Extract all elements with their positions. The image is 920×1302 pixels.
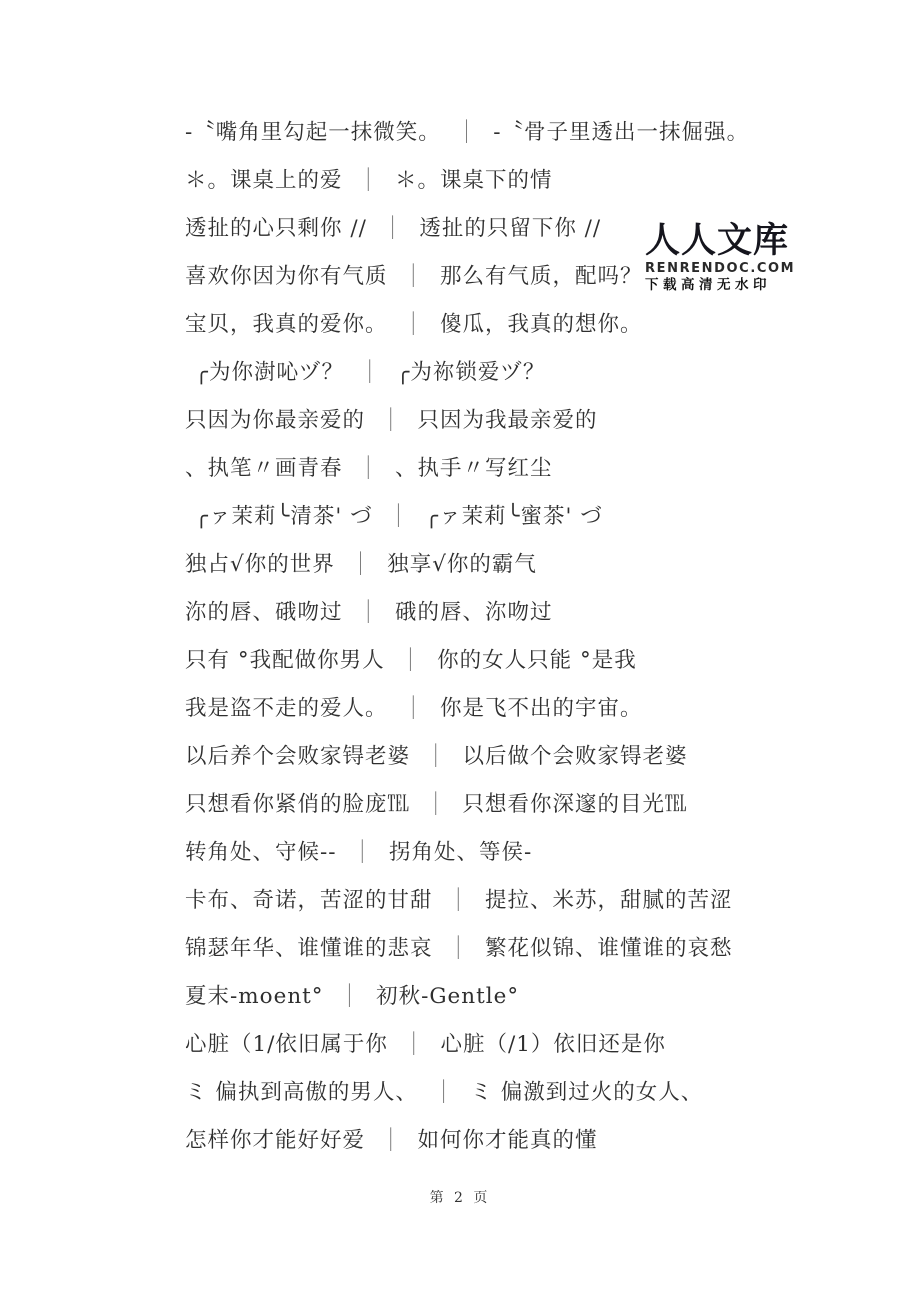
couple-name-row — [185, 682, 860, 730]
divider: ｜ — [455, 118, 479, 146]
right-name: 拐角处、等侯- — [389, 839, 533, 865]
right-name: ＊。课桌下的情 — [395, 167, 553, 193]
left-name: 只想看你紧俏的脸庞℡ — [185, 791, 411, 817]
divider: ｜ — [447, 934, 471, 962]
couple-name-row — [185, 1114, 860, 1162]
couple-name-row — [185, 298, 860, 346]
divider: ｜ — [402, 694, 426, 722]
divider: ｜ — [425, 790, 448, 818]
right-name: 、执手〃写红尘 — [395, 455, 553, 481]
left-name: 锦瑟年华、谁懂谁的悲哀 — [185, 935, 433, 961]
watermark-domain: RENRENDOC.COM — [645, 261, 796, 276]
couple-name-row — [185, 1066, 860, 1114]
left-name: ＊。课桌上的爱 — [185, 167, 343, 193]
divider: ｜ — [402, 1030, 426, 1058]
couple-name-row — [185, 346, 860, 394]
couple-name-row — [185, 538, 860, 586]
divider: ｜ — [387, 502, 411, 530]
divider: ｜ — [380, 1126, 403, 1154]
divider: ｜ — [351, 838, 375, 866]
left-name: 转角处、守候-- — [185, 839, 337, 865]
couple-name-row — [185, 826, 860, 874]
right-name: ╭ァ茉莉╰蜜茶' づ — [425, 503, 603, 529]
divider: ｜ — [358, 358, 382, 386]
left-name: 夏末-moent° — [185, 983, 324, 1009]
right-name: 硪的唇、沵吻过 — [395, 599, 553, 625]
couple-name-row — [185, 778, 860, 826]
divider: ｜ — [402, 310, 426, 338]
left-name: 以后养个会败家锝老婆 — [185, 743, 411, 769]
divider: ｜ — [349, 550, 373, 578]
couple-name-row — [185, 970, 860, 1018]
right-name: 那么有气质，配吗？ — [440, 263, 643, 289]
couple-name-row — [185, 442, 860, 490]
couple-name-row — [185, 634, 860, 682]
divider: ｜ — [399, 646, 423, 674]
divider: ｜ — [357, 454, 381, 482]
right-name: ╭为祢锁爱ヅ？ — [396, 359, 546, 385]
divider: ｜ — [357, 166, 381, 194]
couple-name-row — [185, 874, 860, 922]
left-name: 沵的唇、硪吻过 — [185, 599, 343, 625]
divider: ｜ — [402, 262, 426, 290]
right-name: 如何你才能真的懂 — [417, 1127, 598, 1153]
divider: ｜ — [432, 1078, 456, 1106]
right-name: -〝骨子里透出一抹倔强。 — [493, 119, 750, 145]
page-number: 第 2 页 — [429, 1190, 491, 1206]
right-name: 心脏（/1）依旧还是你 — [440, 1031, 666, 1057]
couple-name-row — [185, 394, 860, 442]
watermark-logo-text: 人人文库 — [645, 221, 790, 261]
right-name: 只因为我最亲爱的 — [417, 407, 598, 433]
right-name: 初秋-Gentle° — [376, 983, 520, 1009]
couple-name-row — [185, 1018, 860, 1066]
watermark — [645, 221, 805, 293]
couple-name-row — [185, 922, 860, 970]
right-name: 傻瓜，我真的想你。 — [440, 311, 643, 337]
couple-name-row — [185, 106, 860, 154]
left-name: 、执笔〃画青春 — [185, 455, 343, 481]
left-name: 只因为你最亲爱的 — [185, 407, 366, 433]
left-name: 我是盗不走的爱人。 — [185, 695, 388, 721]
right-name: 你是飞不出的宇宙。 — [440, 695, 643, 721]
left-name: 卡布、奇诺，苦涩的甘甜 — [185, 887, 433, 913]
right-name: 只想看你深邃的目光℡ — [462, 791, 688, 817]
divider: ｜ — [425, 742, 448, 770]
right-name: 你的女人只能 °是我 — [437, 647, 637, 673]
left-name: ╭为你澍吣ヅ？ — [195, 359, 344, 385]
couple-name-row — [185, 730, 860, 778]
right-name: 透扯的只留下你 // — [419, 215, 602, 241]
divider: ｜ — [447, 886, 471, 914]
left-name: ミ 偏执到高傲的男人、 — [185, 1079, 418, 1105]
left-name: 透扯的心只剩你 // — [185, 215, 367, 241]
left-name: 怎样你才能好好爱 — [185, 1127, 366, 1153]
left-name: -〝嘴角里勾起一抹微笑。 — [185, 119, 441, 145]
divider: ｜ — [338, 982, 362, 1010]
right-name: ミ 偏激到过火的女人、 — [470, 1079, 704, 1105]
divider: ｜ — [357, 598, 381, 626]
watermark-tagline: 下载高清无水印 — [645, 277, 771, 293]
couple-name-row — [185, 154, 860, 202]
left-name: 独占√你的世界 — [185, 551, 335, 577]
couple-name-row — [185, 490, 860, 538]
right-name: 繁花似锦、谁懂谁的哀愁 — [485, 935, 733, 961]
right-name: 以后做个会败家锝老婆 — [462, 743, 688, 769]
right-name: 独享√你的霸气 — [387, 551, 537, 577]
couple-name-row — [185, 586, 860, 634]
left-name: 心脏（1/依旧属于你 — [185, 1031, 388, 1057]
divider: ｜ — [380, 406, 403, 434]
left-name: 只有 °我配做你男人 — [185, 647, 385, 673]
divider: ｜ — [381, 214, 405, 242]
left-name: ╭ァ茉莉╰清茶' づ — [195, 503, 373, 529]
right-name: 提拉、米苏，甜腻的苦涩 — [485, 887, 733, 913]
left-name: 宝贝，我真的爱你。 — [185, 311, 388, 337]
left-name: 喜欢你因为你有气质 — [185, 263, 388, 289]
